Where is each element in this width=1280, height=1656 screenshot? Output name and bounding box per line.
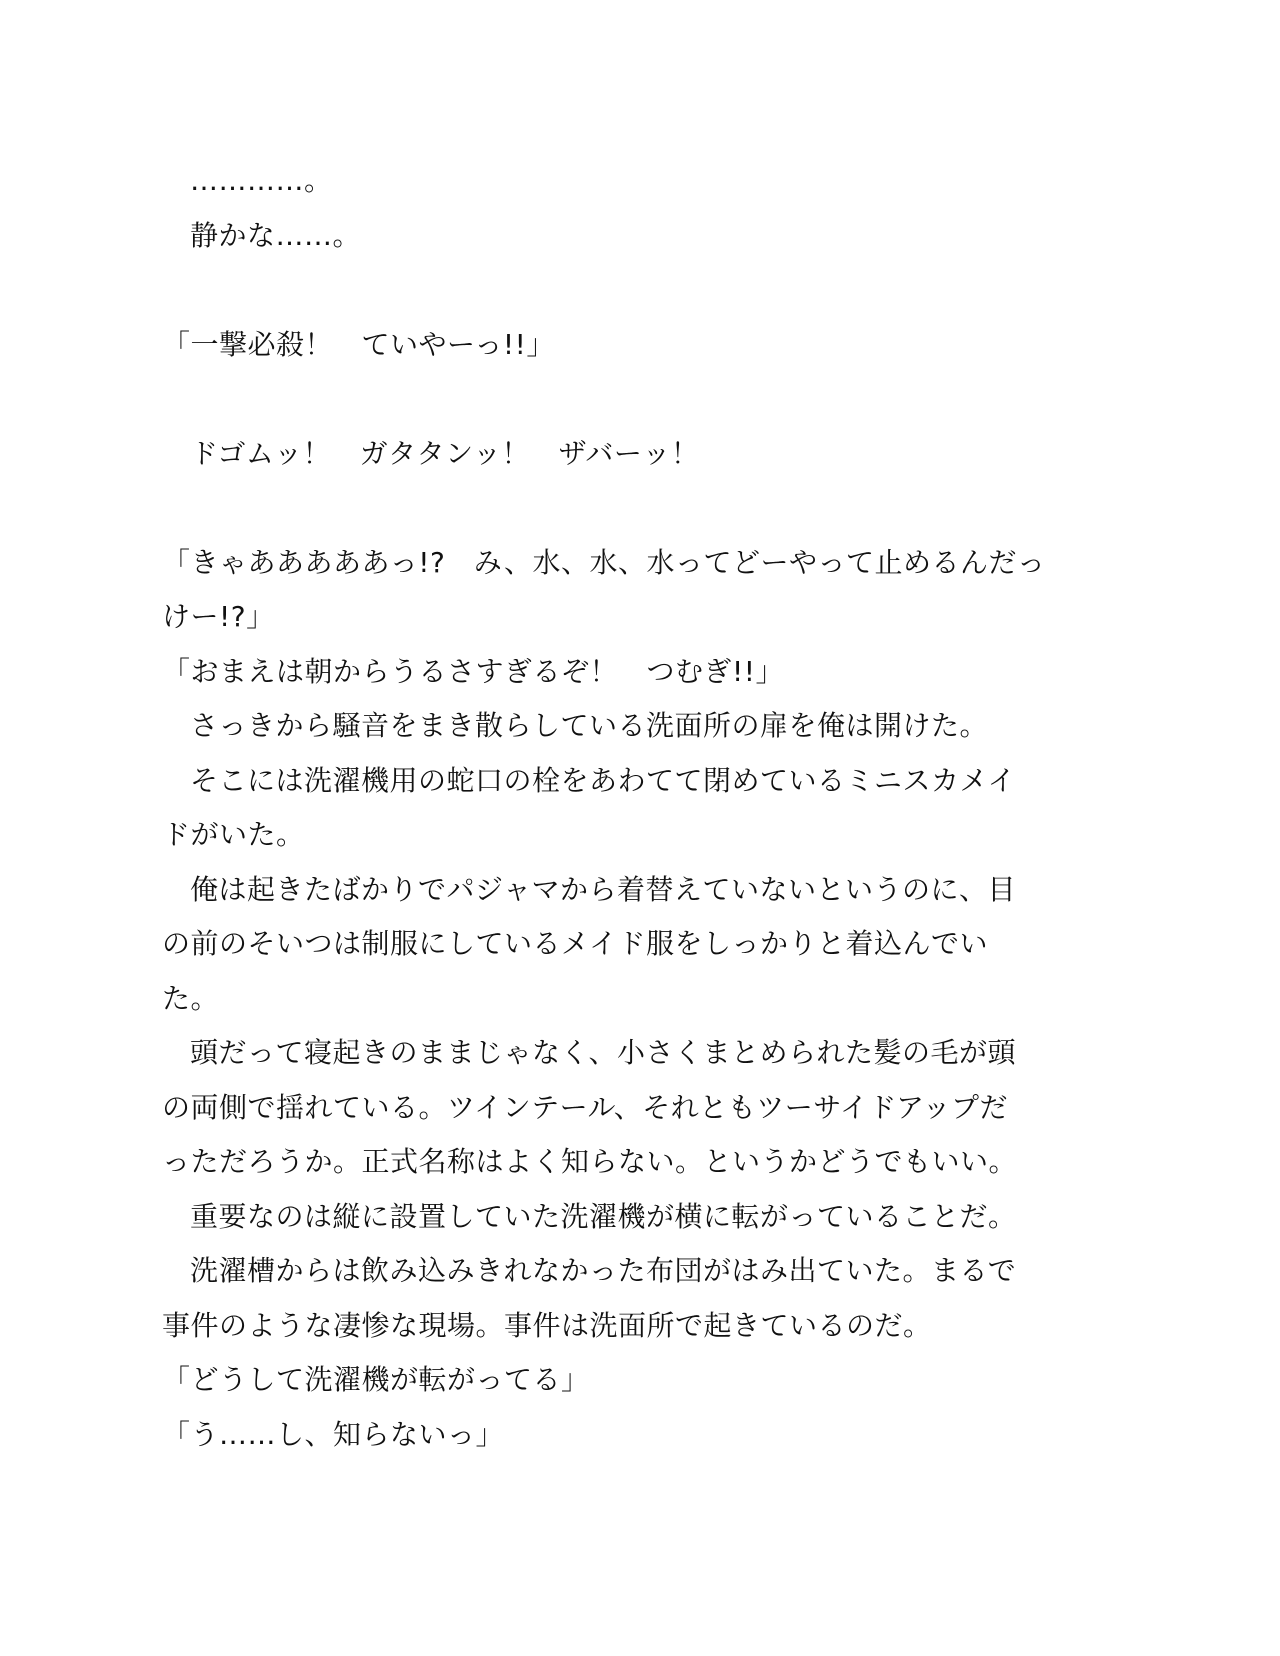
body-text	[162, 154, 1122, 1462]
text-line: けー!?」	[162, 600, 275, 633]
text-line: 頭だって寝起きのままじゃなく、小さくまとめられた髪の毛が頭	[190, 1036, 1016, 1069]
text-line: 「きゃあああああっ!? み、水、水、水ってどーやって止めるんだっ	[162, 545, 1046, 579]
blank-line	[162, 372, 1122, 427]
text-line: 「う……し、知らないっ」	[162, 1417, 505, 1451]
text-line: の両側で揺れている。ツインテール、それともツーサイドアップだ	[162, 1090, 1009, 1124]
text-line: 「一撃必殺！ ていやーっ!!」	[162, 327, 555, 361]
text-line: さっきから騒音をまき散らしている洗面所の扉を俺は開けた。	[190, 709, 989, 742]
text-line: 俺は起きたばかりでパジャマから着替えていないというのに、目	[190, 872, 1016, 906]
text-line: 事件のような凄惨な現場。事件は洗面所で起きているのだ。	[162, 1308, 932, 1342]
blank-line	[162, 481, 1122, 536]
text-line: の前のそいつは制服にしているメイド服をしっかりと着込んでい	[162, 927, 988, 960]
text-line: 洗濯槽からは飲み込みきれなかった布団がはみ出ていた。まるで	[190, 1254, 1017, 1287]
text-line: 「どうして洗濯機が転がってる」	[162, 1363, 590, 1396]
text-line: っただろうか。正式名称はよく知らない。というかどうでもいい。	[162, 1145, 1018, 1178]
text-line: …………。	[190, 164, 333, 197]
text-line: そこには洗濯機用の蛇口の栓をあわてて閉めているミニスカメイ	[190, 763, 1016, 797]
text-line: 静かな……。	[190, 218, 362, 252]
text-line: ドゴムッ！ ガタタンッ！ ザバーッ！	[190, 436, 700, 470]
text-line: 重要なのは縦に設置していた洗濯機が横に転がっていることだ。	[190, 1199, 1017, 1233]
text-line: ドがいた。	[162, 818, 305, 851]
blank-line	[162, 263, 1122, 318]
text-line: 「おまえは朝からうるさすぎるぞ！ つむぎ!!」	[162, 654, 784, 688]
text-line: た。	[162, 981, 220, 1015]
